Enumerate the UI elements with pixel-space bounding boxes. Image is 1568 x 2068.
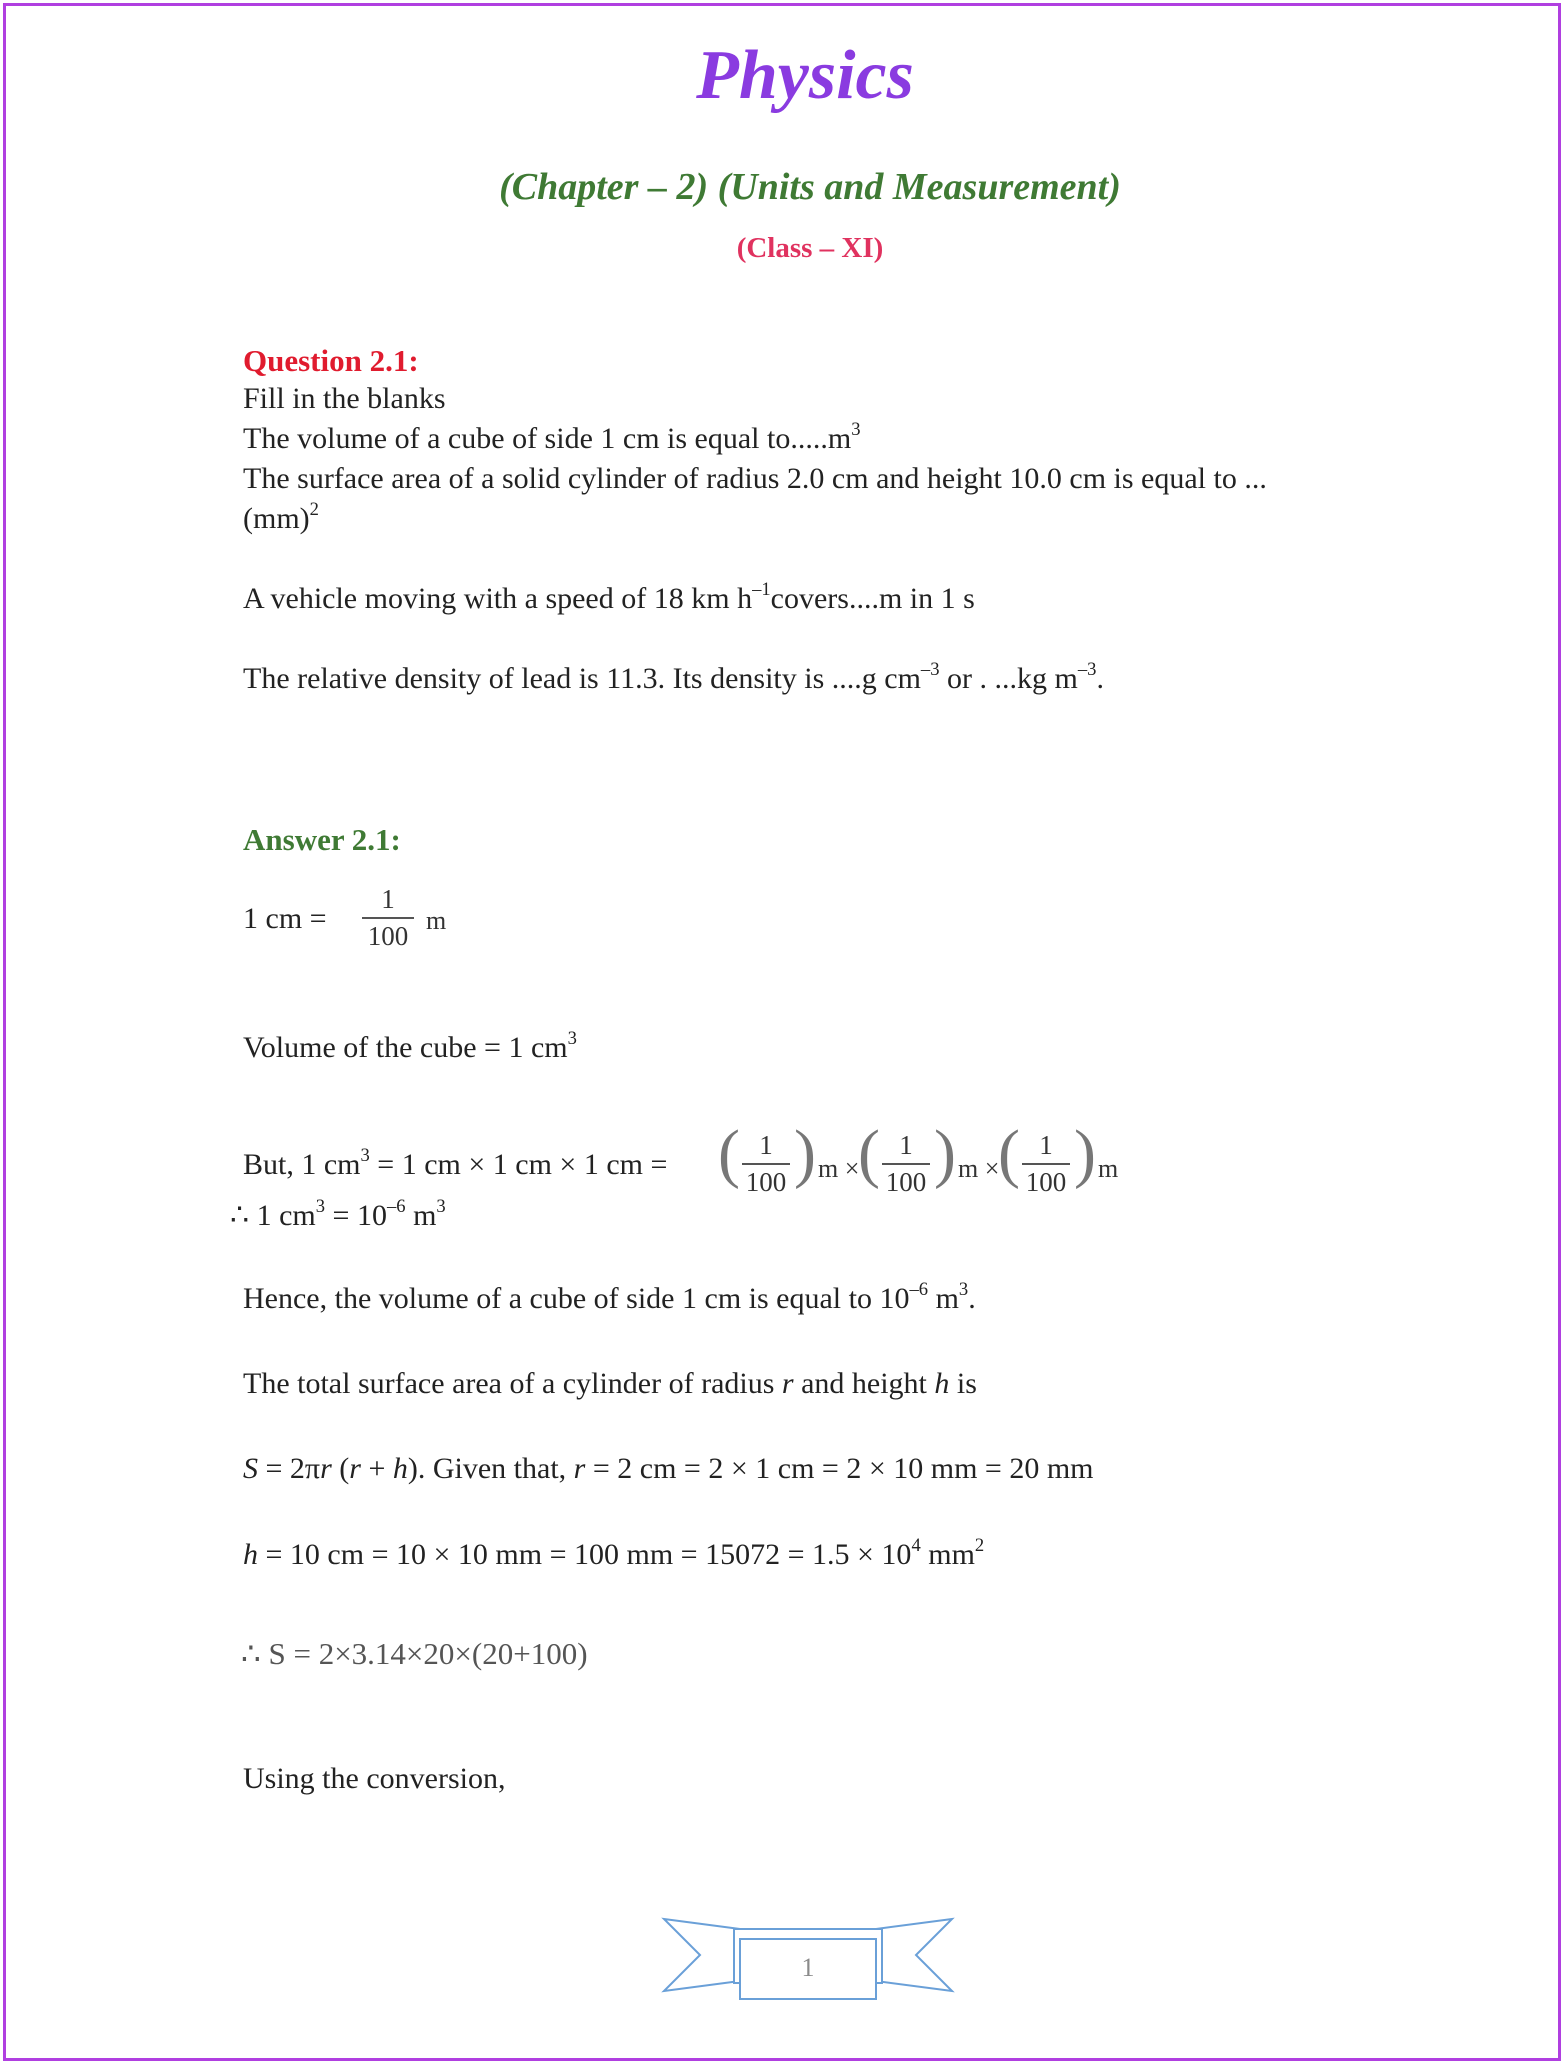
fraction-1-over-100: 1 100 [362, 884, 414, 952]
hence-line: Hence, the volume of a cube of side 1 cm is equal to $10^{-6}$ $m^3$. [243, 1278, 976, 1315]
answer-heading: Answer 2.1: [243, 822, 401, 857]
question-line-b2: (mm)$^2$ [243, 498, 319, 535]
fraction-1-over-100-a: 1 100 [742, 1130, 790, 1198]
fraction-1-over-100-b: 1 100 [882, 1130, 930, 1198]
paren-open-2: ( [858, 1117, 880, 1190]
paren-close-3: ) [1074, 1117, 1096, 1190]
s-formula-line: S = 2πr (r + h). Given that, r = 2 cm = 2 × 1 cm = 2 × 10 mm = 20 mm [243, 1452, 1094, 1485]
paren-open-3: ( [998, 1117, 1020, 1190]
cm-conversion-unit: m [426, 906, 447, 935]
volume-of-cube: Volume of the cube = 1 $cm^3$ [243, 1027, 577, 1064]
page-title: Physics [696, 37, 914, 114]
question-line-d: The relative density of lead is 11.3. Its density is ....g $cm^{-3}$ or . ...kg $m^{-3}$. [243, 658, 1104, 695]
total-surface-line: The total surface area of a cylinder of radius r and height h is [243, 1367, 977, 1400]
paren-close-2: ) [934, 1117, 956, 1190]
but-line: But, 1 $cm^3 = 1$ cm × 1 cm × 1 cm = [243, 1144, 668, 1181]
using-conversion-line: Using the conversion, [243, 1762, 506, 1795]
s-calculation: ∴ S = 2×3.14×20×(20+100) [241, 1636, 588, 1671]
times-m-2: m × [958, 1154, 1000, 1183]
h-value-line: h = 10 cm = 10 × 10 mm = 100 mm = $15072 = 1.5 \times 10^4$ $mm^2$ [243, 1534, 985, 1571]
times-m-1: m × [818, 1154, 860, 1183]
page-number: 1 [801, 1953, 815, 1982]
cm-conversion-label: 1 cm = [243, 902, 327, 935]
question-line-b: The surface area of a solid cylinder of radius 2.0 cm and height 10.0 cm is equal to ... [243, 462, 1267, 495]
question-line-c: A vehicle moving with a speed of 18 km $h^{-1}covers....m$ in 1 s [243, 578, 975, 615]
page-border [3, 3, 1561, 2061]
class-label: (Class – XI) [736, 232, 884, 264]
question-line-a: The volume of a cube of side 1 cm is equal $to.....m^3$ [243, 418, 861, 455]
fraction-1-over-100-c: 1 100 [1022, 1130, 1070, 1198]
paren-open-1: ( [718, 1117, 740, 1190]
m-unit-last: m [1098, 1154, 1119, 1183]
paren-close-1: ) [794, 1117, 816, 1190]
question-intro: Fill in the blanks [243, 382, 446, 415]
question-heading: Question 2.1: [243, 343, 419, 378]
chapter-subtitle: (Chapter – 2) (Units and Measurement) [499, 166, 1121, 208]
therefore-line: ∴ 1 $cm^3 = 10^{-6}$ $m^3$ [230, 1195, 446, 1232]
